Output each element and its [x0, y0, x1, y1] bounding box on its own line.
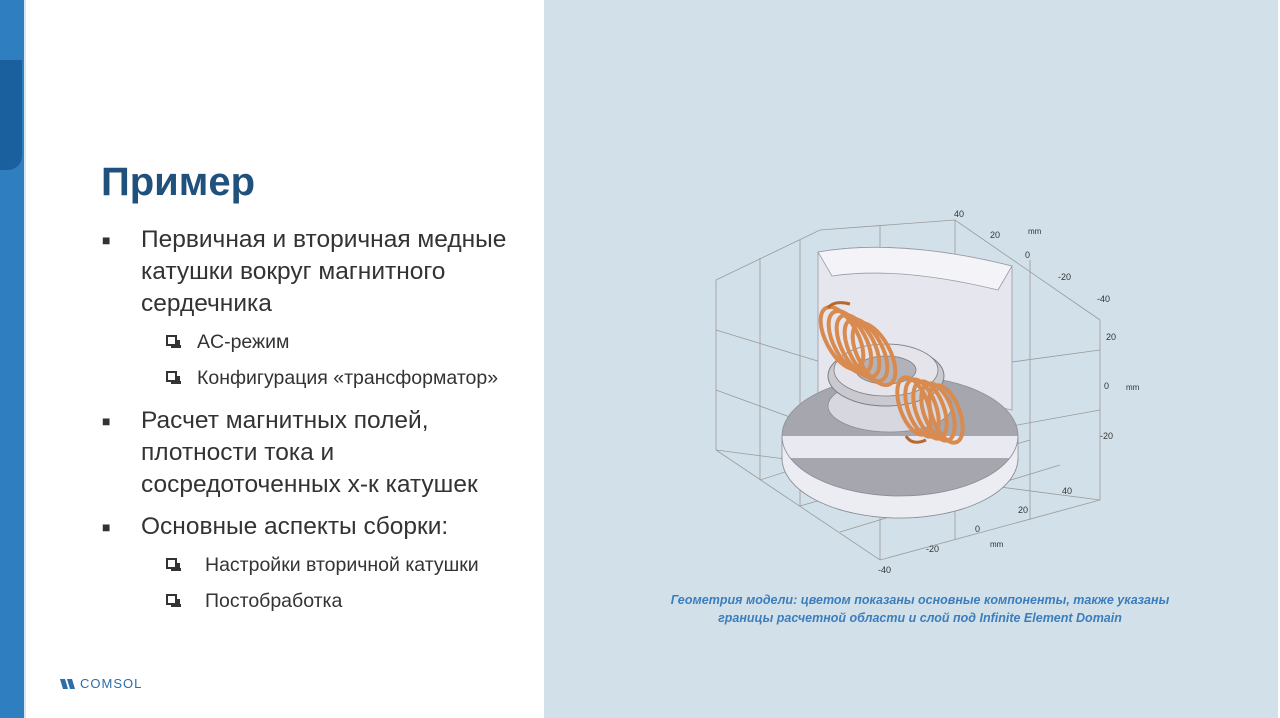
bullet-item — [100, 224, 540, 320]
axis-tick-label: 40 — [954, 209, 965, 219]
axis-tick-label: -20 — [926, 544, 940, 554]
model-geometry-figure — [700, 200, 1160, 580]
bullet-text: Первичная и вторичная медные катушки вокруг магнитного сердечника — [141, 226, 507, 317]
axis-tick-label: -20 — [1058, 272, 1072, 282]
axis-tick-label: -40 — [878, 565, 892, 575]
caption-line: Геометрия модели: цветом показаны основные компоненты, также указаны — [670, 593, 1170, 607]
axis-tick-label: -20 — [1100, 431, 1114, 441]
checkbox-square-icon — [166, 335, 177, 346]
checkbox-square-icon — [166, 594, 177, 605]
axis-tick-label: 0 — [975, 524, 981, 534]
bullet-text: Основные аспекты сборки: — [141, 513, 449, 540]
sub-bullet-text: Настройки вторичной катушки — [205, 554, 479, 576]
sub-bullet-item — [100, 324, 540, 360]
bullet-item — [100, 405, 540, 501]
left-accent-tab — [0, 60, 22, 170]
figure-caption — [640, 591, 1200, 627]
axis-tick-label: -40 — [1097, 294, 1111, 304]
axis-unit-label: mm — [1126, 383, 1140, 392]
bullet-list — [100, 224, 540, 619]
square-bullet-icon: ■ — [102, 232, 111, 248]
slide-title: Пример — [101, 160, 256, 204]
base-disk-band — [782, 436, 1018, 458]
axis-tick-label: 20 — [1018, 505, 1029, 515]
square-bullet-icon: ■ — [102, 519, 111, 535]
square-bullet-icon: ■ — [102, 413, 111, 429]
axis-tick-label: 20 — [1106, 332, 1117, 342]
checkbox-square-icon — [166, 371, 177, 382]
checkbox-square-icon — [166, 558, 177, 569]
logo-text: COMSOL — [80, 676, 143, 691]
caption-line: границы расчетной области и слой под Infinite Element Domain — [718, 611, 1122, 625]
sub-bullet-text: AC-режим — [197, 331, 290, 353]
sub-bullet-item — [100, 360, 540, 396]
left-band-divider — [24, 0, 26, 718]
axis-tick-label: 20 — [990, 230, 1001, 240]
bullet-item — [100, 511, 540, 543]
comsol-logo — [60, 676, 142, 691]
sub-bullet-item — [100, 547, 540, 583]
sub-bullet-text: Конфигурация «трансформатор» — [197, 367, 499, 389]
axis-tick-label: 0 — [1025, 250, 1031, 260]
axis-unit-label: mm — [1028, 227, 1042, 236]
sub-bullet-item — [100, 583, 540, 619]
bullet-text: Расчет магнитных полей, плотности тока и сосредоточенных х-к катушек — [141, 407, 478, 498]
comsol-logo-icon — [60, 679, 76, 689]
axis-tick-label: 40 — [1062, 486, 1073, 496]
axis-tick-label: 0 — [1104, 381, 1110, 391]
sub-bullet-text: Постобработка — [205, 590, 343, 612]
axis-unit-label: mm — [990, 540, 1004, 549]
